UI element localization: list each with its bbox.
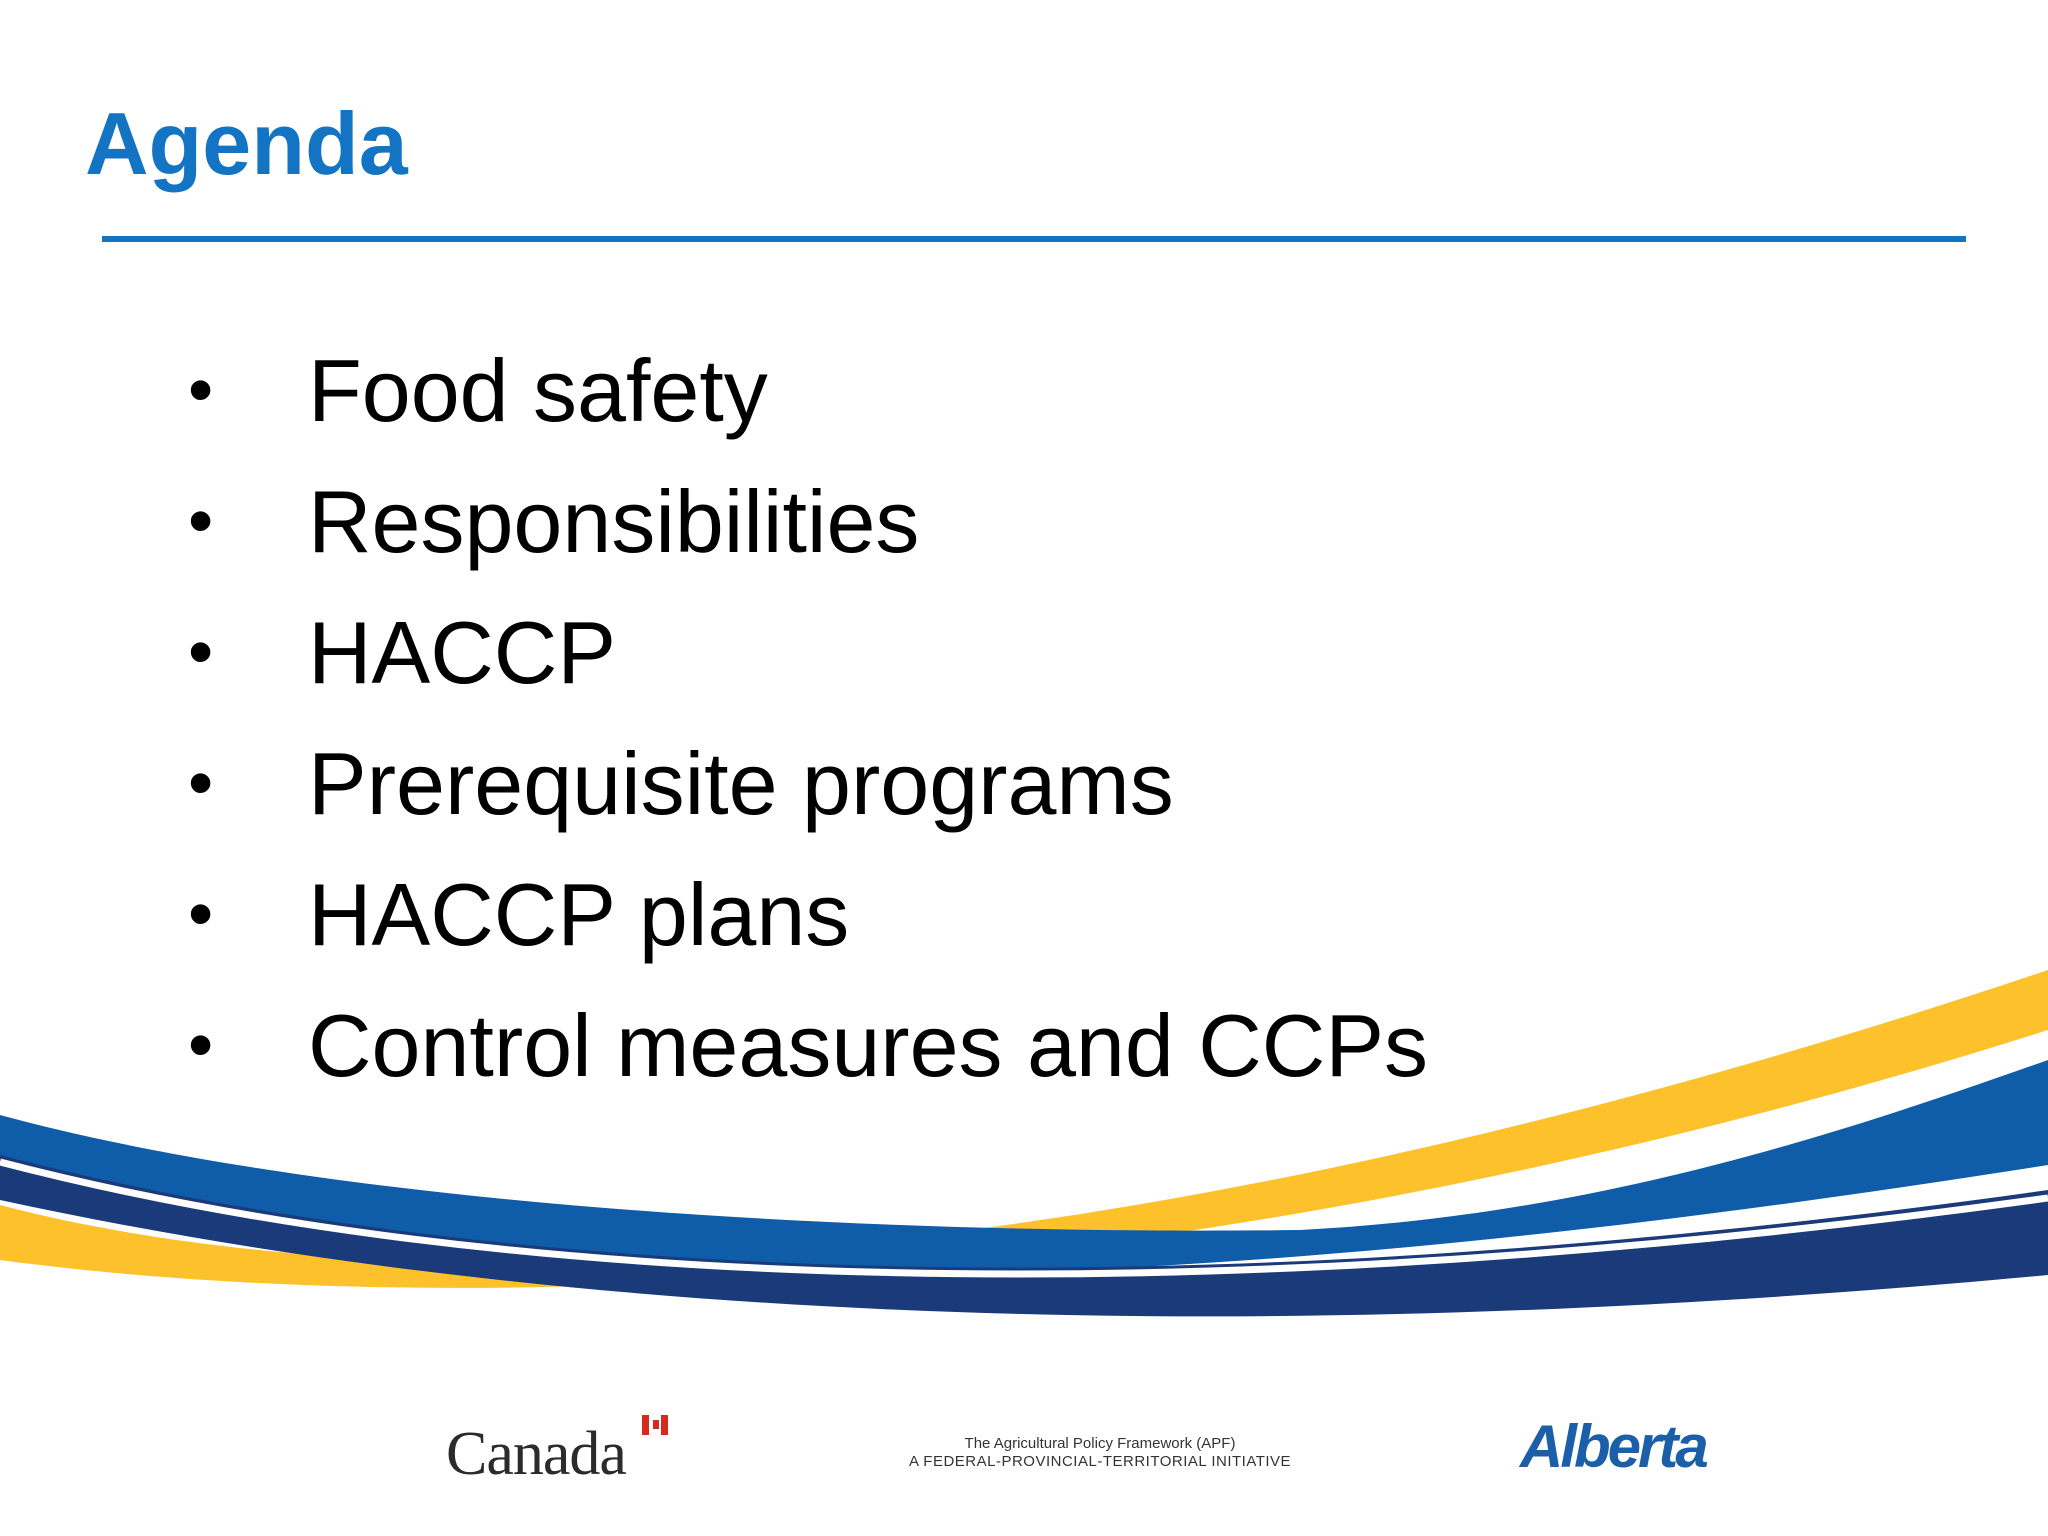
- bullet-icon: •: [188, 743, 214, 823]
- title-underline: [102, 236, 1966, 242]
- bullet-icon: •: [188, 1005, 214, 1085]
- agenda-item-label: Responsibilities: [308, 472, 920, 571]
- agenda-item-label: HACCP: [308, 603, 617, 702]
- agenda-item-label: Food safety: [308, 341, 768, 440]
- agenda-item-label: Control measures and CCPs: [308, 996, 1429, 1095]
- bullet-icon: •: [188, 874, 214, 954]
- bullet-icon: •: [188, 350, 214, 430]
- apf-subtitle: A FEDERAL-PROVINCIAL-TERRITORIAL INITIATIVE: [908, 1453, 1292, 1470]
- canada-flag-icon: [642, 1415, 668, 1435]
- slide-title: Agenda: [85, 94, 408, 193]
- alberta-wordmark: Alberta: [1520, 1413, 1706, 1480]
- bullet-icon: •: [188, 612, 214, 692]
- canada-wordmark: Canada: [446, 1420, 626, 1488]
- footer: [0, 1395, 2048, 1515]
- apf-tagline: [880, 1435, 1320, 1471]
- apf-title: The Agricultural Policy Framework (APF): [964, 1435, 1236, 1452]
- agenda-item-label: HACCP plans: [308, 865, 850, 964]
- agenda-item-label: Prerequisite programs: [308, 734, 1174, 833]
- decorative-swoosh: [0, 900, 2048, 1360]
- bullet-icon: •: [188, 481, 214, 561]
